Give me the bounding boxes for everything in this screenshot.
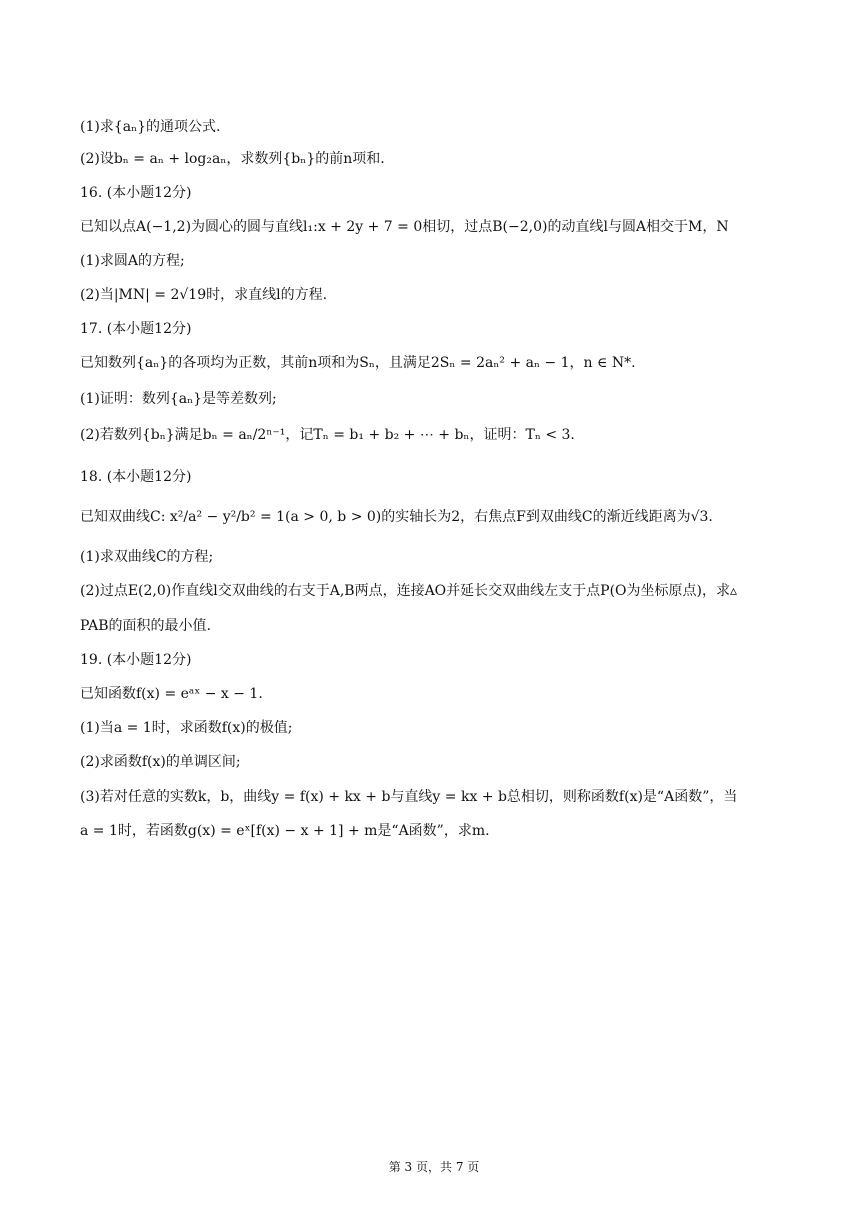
q18-part1: (1)求双曲线C的方程; [80,549,214,565]
q16-heading: 16. (本小题12分) [80,185,192,201]
q17-stem: 已知数列{aₙ}的各项均为正数，其前n项和为Sₙ，且满足2Sₙ = 2aₙ² + aₙ − 1，n ∈ N*. [80,355,636,371]
q15-part2: (2)设bₙ = aₙ + log₂aₙ，求数列{bₙ}的前n项和. [80,151,385,167]
q17-part1: (1)证明：数列{aₙ}是等差数列; [80,391,277,407]
q18-heading: 18. (本小题12分) [80,469,192,485]
page-footer: 第 3 页，共 7 页 [388,1160,480,1174]
q16-stem: 已知以点A(−1,2)为圆心的圆与直线l₁:x + 2y + 7 = 0相切，过点B(−2,0)的动直线l与圆A相交于M，N [80,219,729,235]
q19-part2: (2)求函数f(x)的单调区间; [80,754,241,770]
q19-stem: 已知函数f(x) = eᵃˣ − x − 1. [80,686,263,702]
q18-part2-cont: PAB的面积的最小值. [80,618,211,634]
q19-heading: 19. (本小题12分) [80,652,192,668]
q16-part1: (1)求圆A的方程; [80,253,185,269]
q19-part3: (3)若对任意的实数k，b，曲线y = f(x) + kx + b与直线y = kx + b总相切，则称函数f(x)是“A函数”，当 [80,789,738,805]
q18-stem: 已知双曲线C: x²/a² − y²/b² = 1(a > 0, b > 0)的实轴长为2，右焦点F到双曲线C的渐近线距离为√3. [80,509,713,525]
q15-part1: (1)求{aₙ}的通项公式. [80,119,221,135]
q18-part2: (2)过点E(2,0)作直线l交双曲线的右支于A,B两点，连接AO并延长交双曲线左支于点P(O为坐标原点)，求▵ [80,583,737,599]
q19-part1: (1)当a = 1时，求函数f(x)的极值; [80,720,293,736]
q19-part3-cont: a = 1时，若函数g(x) = eˣ[f(x) − x + 1] + m是“A函数”，求m. [80,823,490,839]
q17-part2: (2)若数列{bₙ}满足bₙ = aₙ/2ⁿ⁻¹，记Tₙ = b₁ + b₂ + ⋯ + bₙ，证明：Tₙ < 3. [80,427,575,443]
q17-heading: 17. (本小题12分) [80,321,192,337]
q16-part2: (2)当|MN| = 2√19时，求直线l的方程. [80,287,328,303]
